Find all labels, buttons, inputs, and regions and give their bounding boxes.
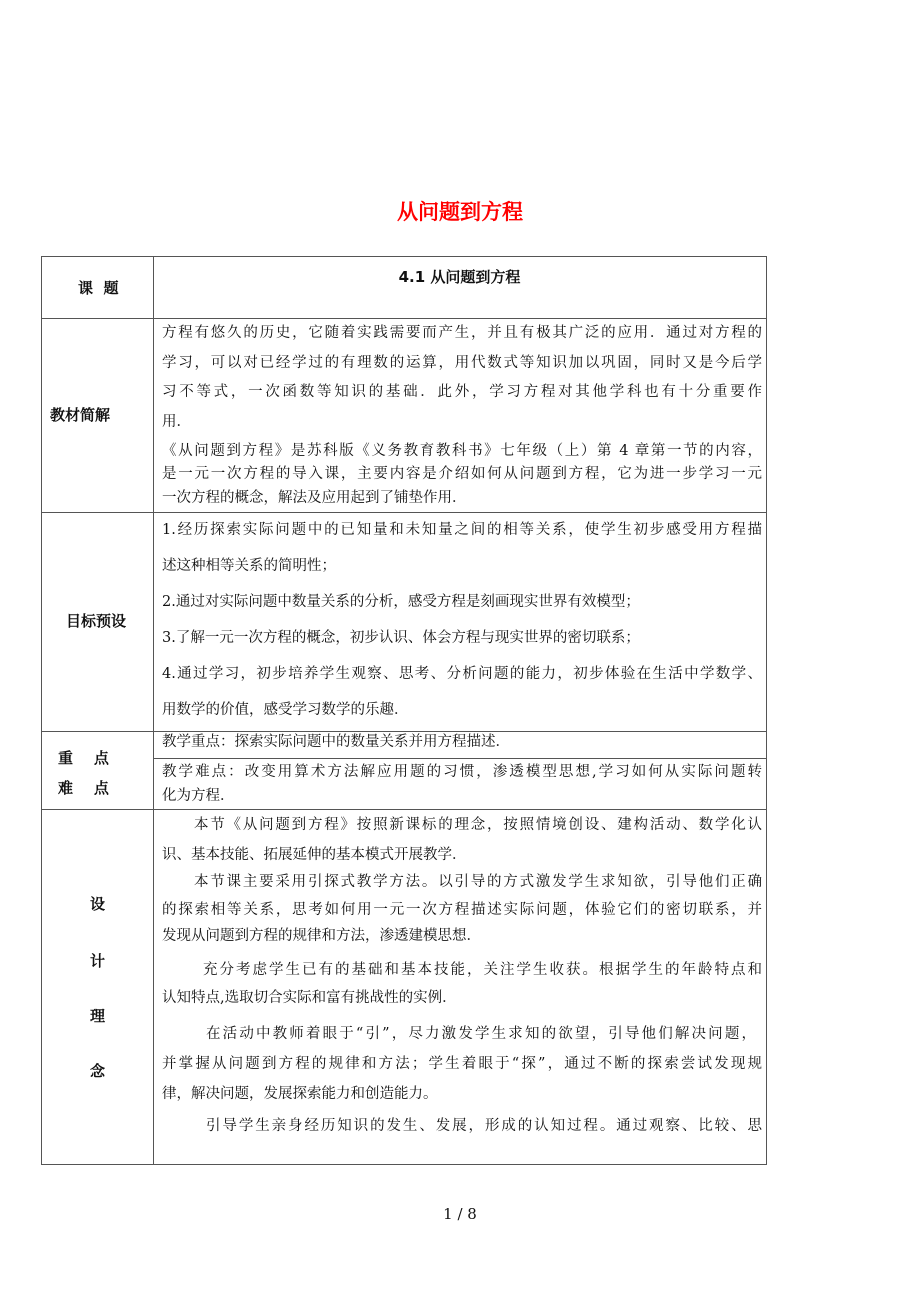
- label-design-char: 念: [90, 1062, 106, 1080]
- label-key-point: 重 点: [58, 749, 109, 767]
- material-line: 方程有悠久的历史，它随着实践需要而产生，并且有极其广泛的应用．通过对方程的: [162, 325, 762, 341]
- design-line: 本节课主要采用引探式教学方法。以引导的方式激发学生求知欲，引导他们正确: [194, 874, 762, 890]
- key-point-text: 教学重点：探索实际问题中的数量关系并用方程描述．: [162, 734, 510, 750]
- design-line: 发现从问题到方程的规律和方法，渗透建模思想．: [162, 928, 481, 944]
- table-border: [41, 318, 767, 319]
- table-border: [41, 256, 42, 1165]
- table-border: [153, 758, 767, 759]
- goal-line: 述这种相等关系的简明性；: [162, 558, 336, 574]
- design-line: 本节《从问题到方程》按照新课标的理念，按照情境创设、建构活动、数学化认: [194, 817, 762, 833]
- label-topic: 课 题: [78, 279, 119, 297]
- label-design-char: 设: [90, 895, 106, 913]
- document-title: 从问题到方程: [397, 200, 523, 224]
- material-line: 学习，可以对已经学过的有理数的运算，用代数式等知识加以巩固，同时又是今后学: [162, 355, 762, 371]
- material-line: 用．: [162, 414, 191, 430]
- design-line: 律，解决问题，发展探索能力和创造能力。: [162, 1086, 438, 1102]
- material-line: 是一元一次方程的导入课，主要内容是介绍如何从问题到方程，它为进一步学习一元: [162, 466, 762, 482]
- label-design-char: 计: [90, 952, 106, 970]
- material-line: 习不等式，一次函数等知识的基础．此外，学习方程对其他学科也有十分重要作: [162, 384, 762, 400]
- difficult-line: 化为方程．: [162, 788, 235, 804]
- design-line: 充分考虑学生已有的基础和基本技能，关注学生收获。根据学生的年龄特点和: [203, 962, 762, 978]
- goal-line: 用数学的价值，感受学习数学的乐趣．: [162, 702, 409, 718]
- table-border: [41, 256, 767, 257]
- table-border: [153, 256, 154, 1165]
- label-goals: 目标预设: [66, 612, 127, 630]
- label-design-char: 理: [90, 1007, 106, 1025]
- goal-line: 2.通过对实际问题中数量关系的分析，感受方程是刻画现实世界有效模型；: [162, 594, 640, 610]
- design-line: 的探索相等关系，思考如何用一元一次方程描述实际问题，体验它们的密切联系，并: [162, 902, 762, 918]
- design-line: 在活动中教师着眼于“引”，尽力激发学生求知的欲望，引导他们解决问题，: [206, 1026, 756, 1042]
- design-line: 并掌握从问题到方程的规律和方法；学生着眼于“探”，通过不断的探索尝试发现规: [162, 1056, 762, 1072]
- page-number: 1 / 8: [443, 1205, 477, 1223]
- topic-value: 4.1 从问题到方程: [398, 268, 521, 286]
- table-border: [41, 512, 767, 513]
- label-difficult-point: 难 点: [58, 779, 109, 797]
- goal-line: 3.了解一元一次方程的概念，初步认识、体会方程与现实世界的密切联系；: [162, 630, 640, 646]
- design-line: 识、基本技能、拓展延伸的基本模式开展教学．: [162, 847, 467, 863]
- design-line: 认知特点,选取切合实际和富有挑战性的实例．: [162, 990, 457, 1006]
- table-border: [766, 256, 767, 1165]
- material-line: 《从问题到方程》是苏科版《义务教育教科书》七年级（上）第 4 章第一节的内容，: [162, 443, 762, 459]
- label-material: 教材简解: [50, 406, 111, 424]
- goal-line: 4.通过学习，初步培养学生观察、思考、分析问题的能力，初步体验在生活中学数学、: [162, 666, 762, 682]
- material-line: 一次方程的概念，解法及应用起到了铺垫作用．: [162, 490, 467, 506]
- table-border: [41, 1164, 767, 1165]
- design-line: 引导学生亲身经历知识的发生、发展，形成的认知过程。通过观察、比较、思: [206, 1118, 762, 1134]
- goal-line: 1.经历探索实际问题中的已知量和未知量之间的相等关系，使学生初步感受用方程描: [162, 522, 762, 538]
- difficult-line: 教学难点：改变用算术方法解应用题的习惯，渗透模型思想,学习如何从实际问题转: [162, 764, 762, 780]
- table-border: [41, 809, 767, 810]
